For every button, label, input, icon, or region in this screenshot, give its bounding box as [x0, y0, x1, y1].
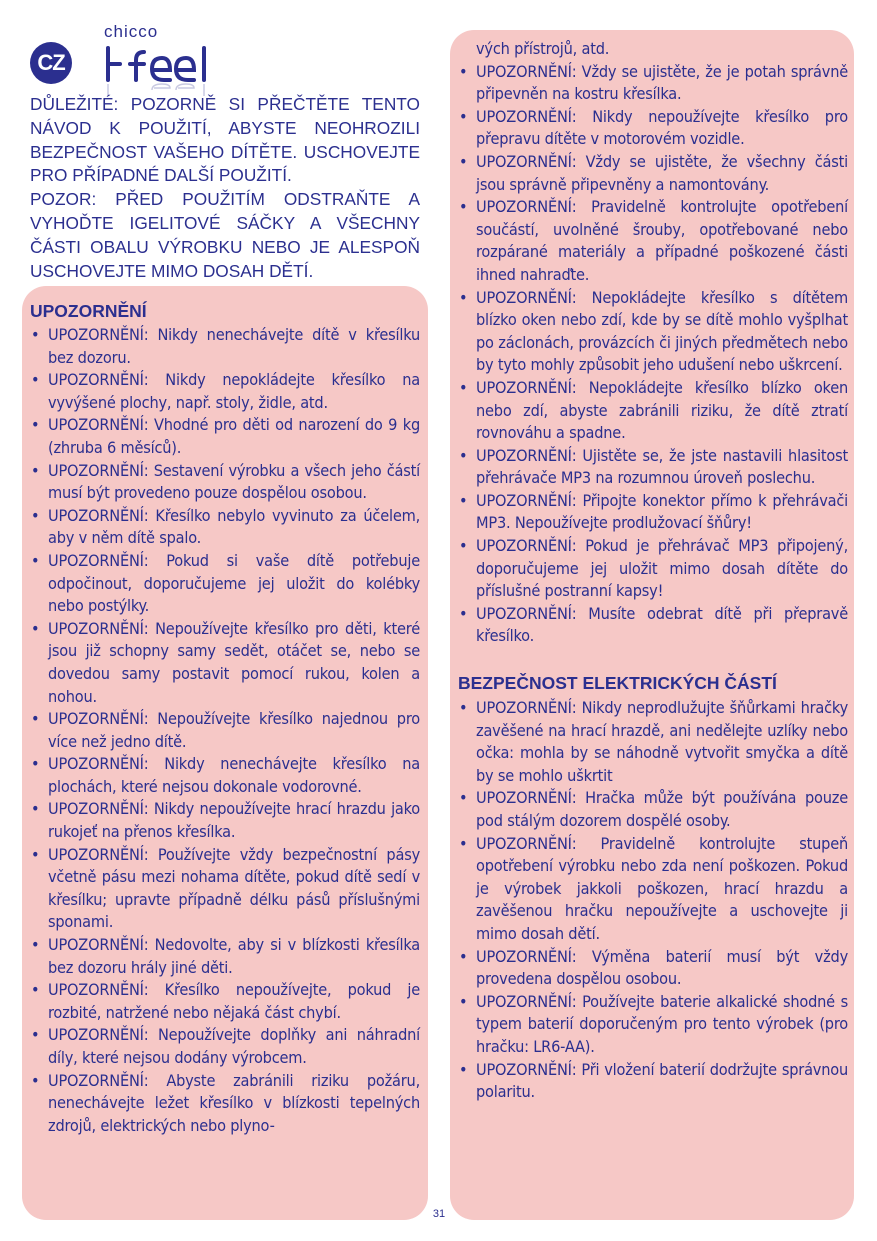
ifeel-logo-icon — [98, 42, 228, 98]
intro-text — [30, 93, 420, 283]
warnings-panel-right — [450, 30, 854, 1220]
list-item: • UPOZORNĚNÍ: Pokud si vaše dítě potřebuje odpočinout, doporučujeme jej uložit do kolébky nebo postýlky. — [30, 550, 420, 618]
list-item: • UPOZORNĚNÍ: Používejte baterie alkalické shodné s typem baterií doporučeným pro tento výrobek (pro hračku: LR6-AA). — [458, 991, 848, 1059]
electrical-safety-title: BEZPEČNOST ELEKTRICKÝCH ČÁSTÍ — [458, 673, 777, 694]
list-item: • UPOZORNĚNÍ: Pokud je přehrávač MP3 připojený, doporučujeme jej uložit mimo dosah dítěte do příslušné postranní kapsy! — [458, 535, 848, 603]
list-item: • UPOZORNĚNÍ: Při vložení baterií dodržujte správnou polaritu. — [458, 1059, 848, 1104]
list-item: • UPOZORNĚNÍ: Vhodné pro děti od narození do 9 kg (zhruba 6 měsíců). — [30, 414, 420, 459]
product-logo — [98, 22, 228, 98]
brand-name: chicco — [104, 22, 159, 41]
list-item: • UPOZORNĚNÍ: Nikdy nepoužívejte hrací hrazdu jako rukojeť na přenos křesílka. — [30, 798, 420, 843]
list-item: • UPOZORNĚNÍ: Výměna baterií musí být vždy provedena dospělou osobou. — [458, 946, 848, 991]
list-item: • UPOZORNĚNÍ: Ujistěte se, že jste nastavili hlasitost přehrávače MP3 na rozumnou úroveň poslechu. — [458, 445, 848, 490]
list-item: • UPOZORNĚNÍ: Nepoužívejte křesílko pro děti, které jsou již schopny samy sedět, otáčet se, nebo se dovedou samy postavit pomocí rukou, kolen a nohou. — [30, 618, 420, 708]
list-item: • UPOZORNĚNÍ: Nikdy nepokládejte křesílko na vyvýšené plochy, např. stoly, židle, atd. — [30, 369, 420, 414]
list-item: • UPOZORNĚNÍ: Připojte konektor přímo k přehrávači MP3. Nepoužívejte prodlužovací šňůry! — [458, 490, 848, 535]
electrical-safety-list — [458, 697, 848, 1104]
list-item: • UPOZORNĚNÍ: Hračka může být používána pouze pod stálým dozorem dospělé osoby. — [458, 787, 848, 832]
list-item: • UPOZORNĚNÍ: Nepokládejte křesílko s dítětem blízko oken nebo zdí, kde by se dítě mohlo vyšplhat po záclonách, provázcích či jiných předmětech nebo by tyto mohly způsobit jeho udušení nebo uškrcení. — [458, 287, 848, 377]
list-item: • UPOZORNĚNÍ: Nikdy neprodlužujte šňůrkami hračky zavěšené na hrací hrazdě, ani nedělejte uzlíky nebo očka: mohla by se náhodně vytvořit smyčka a dítě by se mohlo uškrtit — [458, 697, 848, 787]
list-item: • UPOZORNĚNÍ: Vždy se ujistěte, že všechny části jsou správně připevněny a namontovány. — [458, 151, 848, 196]
list-item: • UPOZORNĚNÍ: Sestavení výrobku a všech jeho částí musí být provedeno pouze dospělou osobou. — [30, 460, 420, 505]
language-badge: CZ — [30, 42, 72, 84]
list-item: • UPOZORNĚNÍ: Nepoužívejte doplňky ani náhradní díly, které nejsou dodány výrobcem. — [30, 1024, 420, 1069]
list-item: • UPOZORNĚNÍ: Vždy se ujistěte, že je potah správně připevněn na kostru křesílka. — [458, 61, 848, 106]
list-item: • UPOZORNĚNÍ: Nedovolte, aby si v blízkosti křesílka bez dozoru hrály jiné děti. — [30, 934, 420, 979]
list-item: • UPOZORNĚNÍ: Používejte vždy bezpečnostní pásy včetně pásu mezi nohama dítěte, pokud dítě sedí v křesílku; upravte případně délku pásů příslušnými sponami. — [30, 844, 420, 934]
warnings-title: UPOZORNĚNÍ — [30, 301, 147, 321]
intro-caution: POZOR: PŘED POUŽITÍM ODSTRAŇTE A VYHOĎTE IGELITOVÉ SÁČKY A VŠECHNY ČÁSTI OBALU VÝROBKU NEBO JE ALESPOŇ USCHOVEJTE MIMO DOSAH DĚTÍ. — [30, 189, 420, 281]
warnings-list-left — [30, 324, 420, 1137]
list-item: • UPOZORNĚNÍ: Křesílko nepoužívejte, pokud je rozbité, natržené nebo nějaká část chybí. — [30, 979, 420, 1024]
intro-important: DŮLEŽITÉ: POZORNĚ SI PŘEČTĚTE TENTO NÁVOD K POUŽITÍ, ABYSTE NEOHROZILI BEZPEČNOST VAŠEHO DÍTĚTE. USCHOVEJTE PRO PŘÍPADNÉ DALŠÍ POUŽITÍ. — [30, 94, 420, 186]
list-item: • UPOZORNĚNÍ: Nikdy nenechávejte křesílko na plochách, které nejsou dokonale vodorovné. — [30, 753, 420, 798]
list-item: • UPOZORNĚNÍ: Pravidelně kontrolujte opotřebení součástí, uvolněné šrouby, opotřebované nebo rozpárané materiály a případné poškozené části ihned nahraďte. — [458, 196, 848, 286]
page-number: 31 — [432, 1208, 446, 1220]
warnings-list-right — [458, 38, 848, 648]
list-item: • UPOZORNĚNÍ: Musíte odebrat dítě při přepravě křesílko. — [458, 603, 848, 648]
list-item: • UPOZORNĚNÍ: Nepokládejte křesílko blízko oken nebo zdí, abyste zabránili riziku, že dítě ztratí rovnováhu a spadne. — [458, 377, 848, 445]
list-item: • UPOZORNĚNÍ: Nepoužívejte křesílko najednou pro více než jedno dítě. — [30, 708, 420, 753]
list-item-continuation: vých přístrojů, atd. — [476, 39, 610, 58]
list-item: • UPOZORNĚNÍ: Nikdy nenechávejte dítě v křesílku bez dozoru. — [30, 324, 420, 369]
warnings-panel-left — [22, 286, 428, 1220]
list-item: • UPOZORNĚNÍ: Křesílko nebylo vyvinuto za účelem, aby v něm dítě spalo. — [30, 505, 420, 550]
list-item: • UPOZORNĚNÍ: Pravidelně kontrolujte stupeň opotřebení výrobku nebo zda není poškozen. Pokud je výrobek jakkoli poškozen, hrací hrazdu a zavěšenou hračku nepoužívejte a uschovejte ji mimo dosah dětí. — [458, 833, 848, 946]
list-item: • UPOZORNĚNÍ: Abyste zabránili riziku požáru, nenechávejte ležet křesílko v blízkosti tepelných zdrojů, elektrických nebo plyno- — [30, 1070, 420, 1138]
list-item: • UPOZORNĚNÍ: Nikdy nepoužívejte křesílko pro přepravu dítěte v motorovém vozidle. — [458, 106, 848, 151]
